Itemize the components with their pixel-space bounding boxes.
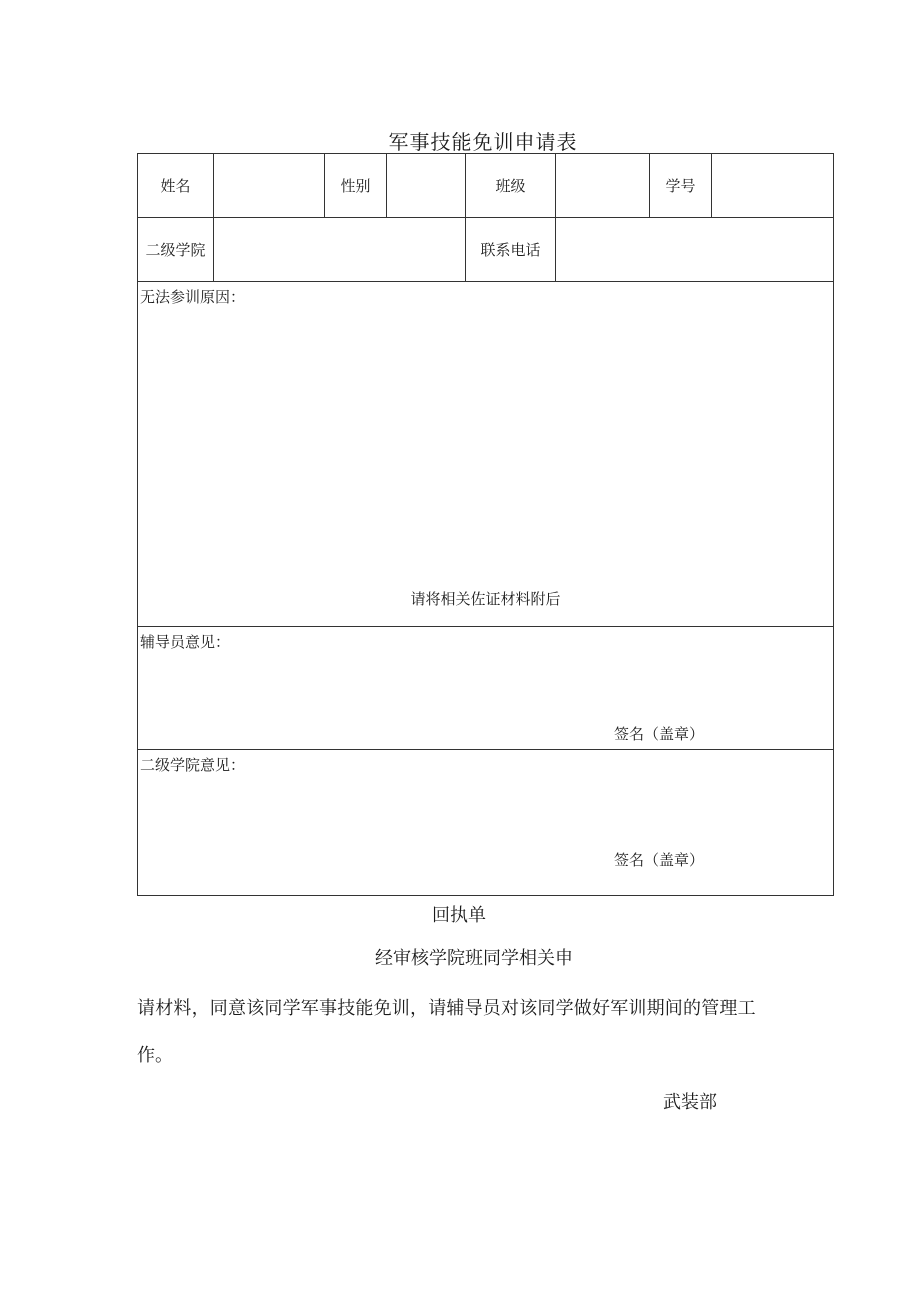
reason-label: 无法参训原因： (140, 288, 246, 306)
gender-field[interactable] (387, 154, 466, 218)
phone-label: 联系电话 (466, 218, 556, 282)
application-form-table (137, 153, 834, 896)
phone-field[interactable] (556, 218, 834, 282)
form-title: 军事技能免训申请表 (388, 130, 578, 154)
receipt-text-line-3: 作。 (137, 1045, 173, 1066)
class-field[interactable] (556, 154, 650, 218)
college-opinion-field[interactable] (138, 750, 834, 896)
class-label: 班级 (466, 154, 556, 218)
student-id-label: 学号 (650, 154, 712, 218)
attachment-note: 请将相关佐证材料附后 (410, 590, 561, 608)
name-field[interactable] (214, 154, 325, 218)
receipt-signature: 武装部 (663, 1092, 717, 1113)
college-opinion-label: 二级学院意见： (140, 756, 246, 774)
receipt-text-line-1: 经审核学院班同学相关申 (375, 948, 573, 969)
form-row-contact-info (138, 218, 834, 282)
student-id-field[interactable] (712, 154, 834, 218)
name-label: 姓名 (138, 154, 214, 218)
gender-label: 性别 (325, 154, 387, 218)
reason-field[interactable] (138, 282, 834, 627)
form-row-reason (138, 282, 834, 627)
form-row-basic-info (138, 154, 834, 218)
counselor-signature-label: 签名（盖章） (614, 725, 705, 743)
receipt-text-line-2: 请材料，同意该同学军事技能免训，请辅导员对该同学做好军训期间的管理工 (137, 998, 756, 1019)
form-row-counselor-opinion (138, 627, 834, 750)
receipt-title: 回执单 (432, 905, 486, 926)
college-field[interactable] (214, 218, 466, 282)
college-signature-label: 签名（盖章） (614, 851, 705, 869)
counselor-opinion-label: 辅导员意见： (140, 633, 231, 651)
college-label: 二级学院 (138, 218, 214, 282)
counselor-opinion-field[interactable] (138, 627, 834, 750)
form-row-college-opinion (138, 750, 834, 896)
